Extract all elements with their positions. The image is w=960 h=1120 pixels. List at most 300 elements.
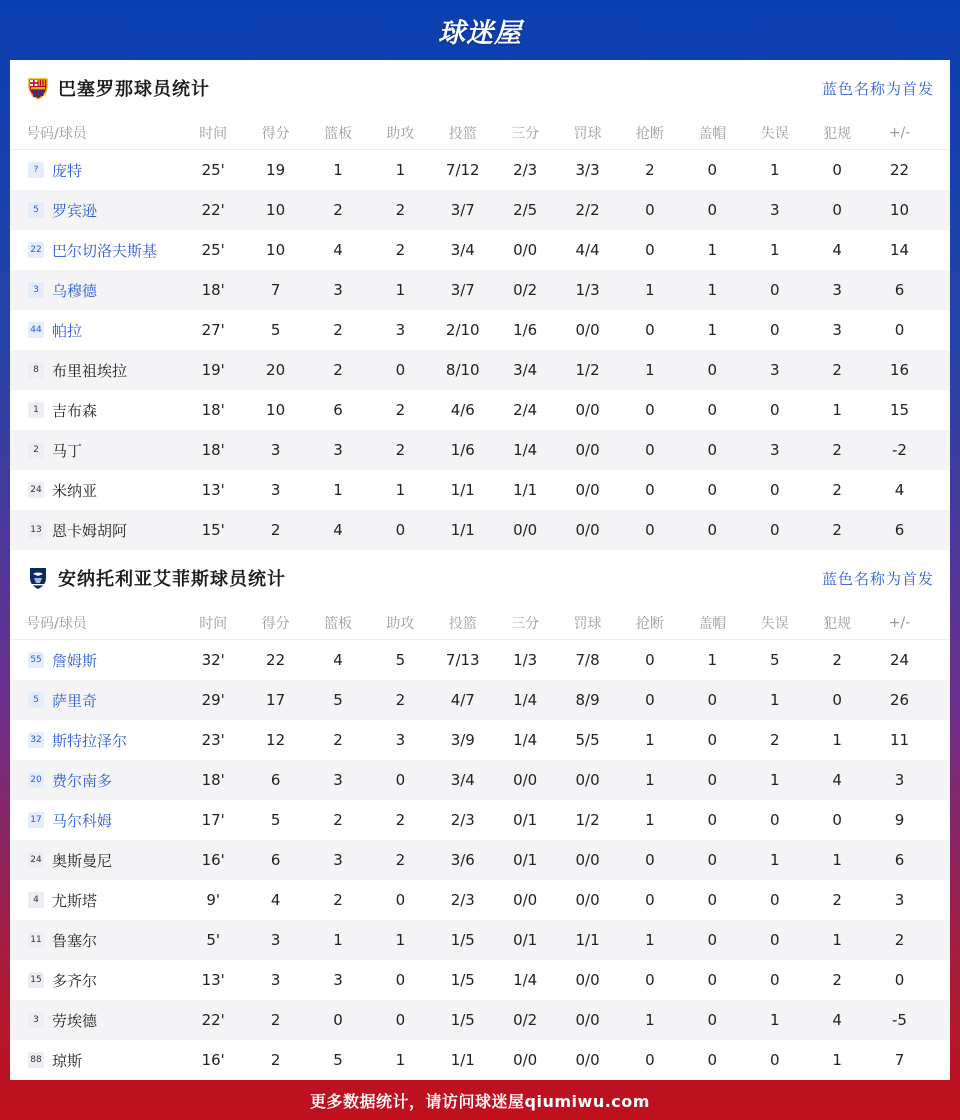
stat-steals: 0 xyxy=(645,891,655,909)
stat-field-goals: 3/9 xyxy=(450,731,475,749)
stat-plus-minus: 2 xyxy=(894,931,905,949)
stat-fouls: 2 xyxy=(832,891,842,909)
stat-turnovers: 3 xyxy=(769,441,780,459)
stat-field-goals: 3/4 xyxy=(450,241,475,259)
jersey-number-badge: 8 xyxy=(28,362,44,378)
stat-three-pointers: 1/4 xyxy=(513,441,538,459)
stat-blocks: 0 xyxy=(707,771,718,789)
stat-three-pointers: 3/4 xyxy=(513,361,538,379)
stat-steals: 0 xyxy=(645,851,655,869)
stat-field-goals: 4/6 xyxy=(450,401,475,419)
player-name-link[interactable]: 乌穆德 xyxy=(52,281,98,300)
stat-steals: 0 xyxy=(645,201,655,219)
starter-legend-note: 蓝色名称为首发 xyxy=(821,79,934,98)
table-row xyxy=(10,390,950,430)
jersey-number-badge: 32 xyxy=(28,732,44,748)
player-name-link[interactable]: 马丁 xyxy=(52,441,83,460)
stat-time: 18' xyxy=(201,441,225,459)
stat-three-pointers: 1/1 xyxy=(513,481,538,499)
column-header-time: 时间 xyxy=(199,125,228,142)
player-cell xyxy=(10,240,182,261)
stat-steals: 0 xyxy=(645,481,655,499)
stat-rebounds: 2 xyxy=(333,321,343,339)
stat-free-throws: 1/2 xyxy=(575,811,600,829)
player-name-link[interactable]: 詹姆斯 xyxy=(52,651,98,670)
stat-steals: 0 xyxy=(645,401,655,419)
jersey-number-badge: 5 xyxy=(28,692,44,708)
stat-three-pointers: 0/0 xyxy=(513,771,538,789)
stat-assists: 0 xyxy=(395,1011,406,1029)
stat-fouls: 0 xyxy=(832,691,842,709)
jersey-number-badge: 4 xyxy=(28,892,44,908)
stat-blocks: 0 xyxy=(707,1051,718,1069)
table-header xyxy=(10,606,950,640)
stat-turnovers: 3 xyxy=(769,361,780,379)
stat-steals: 1 xyxy=(645,281,655,299)
stat-plus-minus: -2 xyxy=(892,441,907,459)
player-name-link[interactable]: 巴尔切洛夫斯基 xyxy=(52,241,158,260)
stat-plus-minus: 24 xyxy=(889,651,910,669)
stat-points: 3 xyxy=(270,971,281,989)
stat-blocks: 0 xyxy=(707,691,718,709)
table-row xyxy=(10,1040,950,1080)
team-title: 巴塞罗那球员统计 xyxy=(58,79,210,100)
stat-rebounds: 2 xyxy=(333,891,343,909)
stat-steals: 0 xyxy=(645,441,655,459)
player-name-link[interactable]: 帕拉 xyxy=(52,321,83,340)
stat-rebounds: 3 xyxy=(333,851,343,869)
jersey-number-badge: 20 xyxy=(28,772,44,788)
stat-turnovers: 0 xyxy=(769,891,780,909)
stat-three-pointers: 1/4 xyxy=(513,731,538,749)
stat-rebounds: 2 xyxy=(333,201,343,219)
stat-free-throws: 1/1 xyxy=(575,931,600,949)
stat-turnovers: 3 xyxy=(769,201,780,219)
table-row xyxy=(10,640,950,680)
player-cell xyxy=(10,160,182,181)
column-header-time: 时间 xyxy=(199,615,228,632)
jersey-number-badge: 17 xyxy=(28,812,44,828)
stat-turnovers: 1 xyxy=(769,161,780,179)
stat-rebounds: 5 xyxy=(333,1051,343,1069)
jersey-number-badge: ? xyxy=(28,162,44,178)
stat-three-pointers: 0/0 xyxy=(513,891,538,909)
stat-plus-minus: 22 xyxy=(889,161,910,179)
player-cell xyxy=(10,970,182,991)
stat-time: 13' xyxy=(201,481,225,499)
stat-time: 15' xyxy=(201,521,225,539)
stat-time: 29' xyxy=(201,691,225,709)
stat-three-pointers: 1/6 xyxy=(513,321,538,339)
stat-points: 6 xyxy=(270,771,281,789)
site-logo[interactable]: 球迷屋 xyxy=(438,17,522,49)
stat-field-goals: 3/4 xyxy=(450,771,475,789)
jersey-number-badge: 22 xyxy=(28,242,44,258)
jersey-number-badge: 11 xyxy=(28,932,44,948)
stat-assists: 2 xyxy=(395,811,406,829)
stat-fouls: 4 xyxy=(832,241,842,259)
stat-steals: 0 xyxy=(645,241,655,259)
stat-field-goals: 8/10 xyxy=(445,361,480,379)
stat-free-throws: 3/3 xyxy=(575,161,600,179)
column-header-points: 得分 xyxy=(261,125,290,142)
stat-turnovers: 1 xyxy=(769,1011,780,1029)
player-cell xyxy=(10,1050,182,1071)
stat-plus-minus: 3 xyxy=(894,891,905,909)
stat-points: 12 xyxy=(266,731,286,749)
stat-points: 20 xyxy=(266,361,286,379)
player-name-link[interactable]: 斯特拉泽尔 xyxy=(52,731,128,750)
starter-legend-note: 蓝色名称为首发 xyxy=(821,569,934,588)
stat-points: 3 xyxy=(270,441,281,459)
stat-three-pointers: 0/2 xyxy=(513,1011,538,1029)
stat-three-pointers: 0/0 xyxy=(513,241,538,259)
stat-plus-minus: 6 xyxy=(894,851,905,869)
column-header-three-pointers: 三分 xyxy=(511,125,540,142)
stat-turnovers: 0 xyxy=(769,321,780,339)
stat-points: 17 xyxy=(266,691,286,709)
stat-blocks: 0 xyxy=(707,361,718,379)
stat-plus-minus: 6 xyxy=(894,521,905,539)
player-name-link[interactable]: 庞特 xyxy=(52,161,83,180)
stat-free-throws: 0/0 xyxy=(575,771,600,789)
stat-steals: 1 xyxy=(645,361,655,379)
table-row xyxy=(10,920,950,960)
player-cell xyxy=(10,320,182,341)
stat-three-pointers: 1/4 xyxy=(513,691,538,709)
jersey-number-badge: 2 xyxy=(28,442,44,458)
stat-field-goals: 1/5 xyxy=(450,931,475,949)
stat-free-throws: 1/2 xyxy=(575,361,600,379)
column-header-plus-minus: +/- xyxy=(888,614,911,631)
stat-assists: 0 xyxy=(395,971,406,989)
stat-free-throws: 8/9 xyxy=(575,691,600,709)
table-row xyxy=(10,720,950,760)
jersey-number-badge: 44 xyxy=(28,322,44,338)
stat-time: 23' xyxy=(201,731,225,749)
stat-time: 18' xyxy=(201,771,225,789)
stat-fouls: 1 xyxy=(832,731,842,749)
player-name-link[interactable]: 恩卡姆胡阿 xyxy=(52,521,128,540)
stat-fouls: 2 xyxy=(832,441,842,459)
stat-free-throws: 0/0 xyxy=(575,521,600,539)
stat-blocks: 0 xyxy=(707,931,718,949)
stat-free-throws: 0/0 xyxy=(575,401,600,419)
column-header-field-goals: 投篮 xyxy=(448,615,477,632)
stat-plus-minus: -5 xyxy=(892,1011,907,1029)
stat-points: 2 xyxy=(270,521,281,539)
stat-plus-minus: 9 xyxy=(894,811,905,829)
column-header-fouls: 犯规 xyxy=(823,615,852,632)
stat-time: 9' xyxy=(206,891,221,909)
stat-steals: 0 xyxy=(645,691,655,709)
stat-free-throws: 0/0 xyxy=(575,851,600,869)
player-cell xyxy=(10,930,182,951)
stat-points: 10 xyxy=(266,201,286,219)
player-cell xyxy=(10,850,182,871)
column-header-rebounds: 篮板 xyxy=(323,125,352,142)
column-header-turnovers: 失误 xyxy=(760,615,789,632)
column-header-player: 号码/球员 xyxy=(26,125,87,142)
stat-time: 18' xyxy=(201,401,225,419)
stat-time: 25' xyxy=(201,241,225,259)
player-name-link[interactable]: 尤斯塔 xyxy=(52,891,98,910)
stat-points: 7 xyxy=(270,281,281,299)
player-name-link[interactable]: 马尔科姆 xyxy=(52,811,113,830)
stat-blocks: 0 xyxy=(707,811,718,829)
stat-fouls: 1 xyxy=(832,401,842,419)
stat-assists: 1 xyxy=(395,1051,406,1069)
footer-link[interactable]: 更多数据统计，请访问球迷屋qiumiwu.com xyxy=(310,1091,650,1111)
table-row xyxy=(10,760,950,800)
column-header-plus-minus: +/- xyxy=(888,124,911,141)
stat-fouls: 1 xyxy=(832,931,842,949)
stat-points: 5 xyxy=(270,811,281,829)
player-name-link[interactable]: 罗宾逊 xyxy=(52,201,98,220)
stat-fouls: 2 xyxy=(832,651,842,669)
player-name-link[interactable]: 吉布森 xyxy=(52,401,98,420)
stat-fouls: 3 xyxy=(832,281,842,299)
stat-free-throws: 7/8 xyxy=(575,651,600,669)
jersey-number-badge: 5 xyxy=(28,202,44,218)
stat-field-goals: 3/7 xyxy=(450,201,475,219)
stat-three-pointers: 2/4 xyxy=(513,401,538,419)
table-body xyxy=(10,150,950,550)
player-name-link[interactable]: 费尔南多 xyxy=(52,771,113,790)
stat-three-pointers: 0/1 xyxy=(513,811,538,829)
table-row xyxy=(10,310,950,350)
stat-free-throws: 0/0 xyxy=(575,321,600,339)
stat-plus-minus: 4 xyxy=(894,481,905,499)
stat-points: 6 xyxy=(270,851,281,869)
player-name-link[interactable]: 鲁塞尔 xyxy=(52,931,98,950)
stat-rebounds: 3 xyxy=(333,281,343,299)
stat-free-throws: 1/3 xyxy=(575,281,600,299)
column-header-steals: 抢断 xyxy=(635,615,664,632)
stat-points: 2 xyxy=(270,1051,281,1069)
stat-points: 3 xyxy=(270,931,281,949)
stat-rebounds: 3 xyxy=(333,441,343,459)
stat-points: 19 xyxy=(266,161,286,179)
team-title: 安纳托利亚艾菲斯球员统计 xyxy=(58,569,286,590)
table-row xyxy=(10,270,950,310)
stat-turnovers: 0 xyxy=(769,481,780,499)
jersey-number-badge: 24 xyxy=(28,482,44,498)
jersey-number-badge: 3 xyxy=(28,282,44,298)
stat-turnovers: 1 xyxy=(769,771,780,789)
stat-three-pointers: 1/4 xyxy=(513,971,538,989)
stat-blocks: 0 xyxy=(707,1011,718,1029)
stat-blocks: 1 xyxy=(707,321,718,339)
stat-field-goals: 1/1 xyxy=(450,521,475,539)
stat-plus-minus: 15 xyxy=(889,401,910,419)
stat-time: 25' xyxy=(201,161,225,179)
stat-steals: 1 xyxy=(645,731,655,749)
stat-steals: 1 xyxy=(645,811,655,829)
stat-fouls: 1 xyxy=(832,1051,842,1069)
player-cell xyxy=(10,1010,182,1031)
table-row xyxy=(10,510,950,550)
table-row xyxy=(10,230,950,270)
stat-rebounds: 3 xyxy=(333,971,343,989)
stat-free-throws: 0/0 xyxy=(575,1051,600,1069)
stat-blocks: 0 xyxy=(707,731,718,749)
player-name-link[interactable]: 布里祖埃拉 xyxy=(52,361,128,380)
column-header-field-goals: 投篮 xyxy=(448,125,477,142)
stat-assists: 1 xyxy=(395,481,406,499)
stat-blocks: 0 xyxy=(707,851,718,869)
column-header-assists: 助攻 xyxy=(386,615,415,632)
table-row xyxy=(10,1000,950,1040)
stat-plus-minus: 0 xyxy=(894,971,905,989)
player-name-link[interactable]: 琼斯 xyxy=(52,1051,83,1070)
stat-steals: 0 xyxy=(645,1051,655,1069)
stat-assists: 3 xyxy=(395,321,406,339)
stat-three-pointers: 1/3 xyxy=(513,651,538,669)
stat-field-goals: 1/1 xyxy=(450,1051,475,1069)
stat-time: 22' xyxy=(201,201,225,219)
stat-rebounds: 1 xyxy=(333,161,343,179)
stat-points: 4 xyxy=(270,891,281,909)
table-row xyxy=(10,150,950,190)
stat-assists: 3 xyxy=(395,731,406,749)
stat-free-throws: 4/4 xyxy=(575,241,600,259)
stat-fouls: 2 xyxy=(832,361,842,379)
stat-field-goals: 1/6 xyxy=(450,441,475,459)
stat-fouls: 4 xyxy=(832,1011,842,1029)
stat-time: 16' xyxy=(201,1051,225,1069)
column-header-player: 号码/球员 xyxy=(26,615,87,632)
stat-steals: 1 xyxy=(645,931,655,949)
stat-time: 27' xyxy=(201,321,225,339)
player-cell xyxy=(10,280,182,301)
team-header xyxy=(10,550,950,606)
player-name-link[interactable]: 奥斯曼尼 xyxy=(52,851,113,870)
stat-blocks: 1 xyxy=(707,651,718,669)
stat-fouls: 0 xyxy=(832,201,842,219)
stat-free-throws: 0/0 xyxy=(575,1011,600,1029)
player-cell xyxy=(10,890,182,911)
stat-fouls: 0 xyxy=(832,161,842,179)
stat-rebounds: 4 xyxy=(333,651,343,669)
stat-plus-minus: 0 xyxy=(894,321,905,339)
stat-assists: 1 xyxy=(395,281,406,299)
player-cell xyxy=(10,200,182,221)
stat-steals: 0 xyxy=(645,321,655,339)
stat-turnovers: 0 xyxy=(769,811,780,829)
stat-plus-minus: 3 xyxy=(894,771,905,789)
stat-steals: 1 xyxy=(645,771,655,789)
stat-blocks: 0 xyxy=(707,521,718,539)
stat-field-goals: 7/13 xyxy=(445,651,480,669)
player-cell xyxy=(10,650,182,671)
table-row xyxy=(10,960,950,1000)
stat-free-throws: 0/0 xyxy=(575,441,600,459)
player-name-link[interactable]: 多齐尔 xyxy=(52,971,98,990)
stat-plus-minus: 16 xyxy=(889,361,910,379)
stat-turnovers: 2 xyxy=(769,731,780,749)
stat-plus-minus: 7 xyxy=(894,1051,905,1069)
anadolu-efes-crest-icon xyxy=(26,566,50,590)
player-name-link[interactable]: 萨里奇 xyxy=(52,691,98,710)
table-row xyxy=(10,800,950,840)
stat-rebounds: 1 xyxy=(333,931,343,949)
stat-blocks: 0 xyxy=(707,481,718,499)
stat-blocks: 0 xyxy=(707,201,718,219)
stat-field-goals: 4/7 xyxy=(450,691,475,709)
stat-rebounds: 4 xyxy=(333,241,343,259)
column-header-steals: 抢断 xyxy=(635,125,664,142)
stat-time: 22' xyxy=(201,1011,225,1029)
stat-assists: 2 xyxy=(395,691,406,709)
stat-steals: 0 xyxy=(645,651,655,669)
player-name-link[interactable]: 米纳亚 xyxy=(52,481,98,500)
player-cell xyxy=(10,400,182,421)
column-header-turnovers: 失误 xyxy=(760,125,789,142)
stat-assists: 0 xyxy=(395,521,406,539)
stat-turnovers: 0 xyxy=(769,931,780,949)
column-header-three-pointers: 三分 xyxy=(511,615,540,632)
team-header xyxy=(10,60,950,116)
stat-fouls: 2 xyxy=(832,971,842,989)
stat-fouls: 2 xyxy=(832,521,842,539)
team-stats-card-barcelona xyxy=(10,60,950,550)
stat-field-goals: 1/5 xyxy=(450,971,475,989)
stat-turnovers: 0 xyxy=(769,971,780,989)
stat-plus-minus: 14 xyxy=(889,241,910,259)
column-header-free-throws: 罚球 xyxy=(573,615,602,632)
player-name-link[interactable]: 劳埃德 xyxy=(52,1011,98,1030)
jersey-number-badge: 1 xyxy=(28,402,44,418)
stat-rebounds: 2 xyxy=(333,361,343,379)
stat-fouls: 0 xyxy=(832,811,842,829)
jersey-number-badge: 3 xyxy=(28,1012,44,1028)
stat-field-goals: 2/10 xyxy=(445,321,480,339)
stat-points: 10 xyxy=(266,241,286,259)
jersey-number-badge: 55 xyxy=(28,652,44,668)
stat-turnovers: 0 xyxy=(769,521,780,539)
player-cell xyxy=(10,810,182,831)
stat-turnovers: 1 xyxy=(769,241,780,259)
table-body xyxy=(10,640,950,1080)
player-cell xyxy=(10,520,182,541)
stat-plus-minus: 6 xyxy=(894,281,905,299)
stat-rebounds: 2 xyxy=(333,811,343,829)
stat-assists: 2 xyxy=(395,401,406,419)
column-header-assists: 助攻 xyxy=(386,125,415,142)
stat-assists: 1 xyxy=(395,931,406,949)
stat-field-goals: 1/5 xyxy=(450,1011,475,1029)
stat-turnovers: 0 xyxy=(769,1051,780,1069)
stat-time: 32' xyxy=(201,651,225,669)
stat-three-pointers: 2/3 xyxy=(513,161,538,179)
stat-three-pointers: 0/0 xyxy=(513,521,538,539)
stat-free-throws: 0/0 xyxy=(575,481,600,499)
stat-three-pointers: 2/5 xyxy=(513,201,538,219)
stat-rebounds: 1 xyxy=(333,481,343,499)
stat-turnovers: 1 xyxy=(769,691,780,709)
stat-rebounds: 6 xyxy=(333,401,343,419)
stat-fouls: 1 xyxy=(832,851,842,869)
stat-blocks: 0 xyxy=(707,401,718,419)
player-cell xyxy=(10,730,182,751)
stat-blocks: 1 xyxy=(707,241,718,259)
stat-three-pointers: 0/0 xyxy=(513,1051,538,1069)
jersey-number-badge: 15 xyxy=(28,972,44,988)
stat-time: 18' xyxy=(201,281,225,299)
jersey-number-badge: 24 xyxy=(28,852,44,868)
stat-turnovers: 0 xyxy=(769,281,780,299)
